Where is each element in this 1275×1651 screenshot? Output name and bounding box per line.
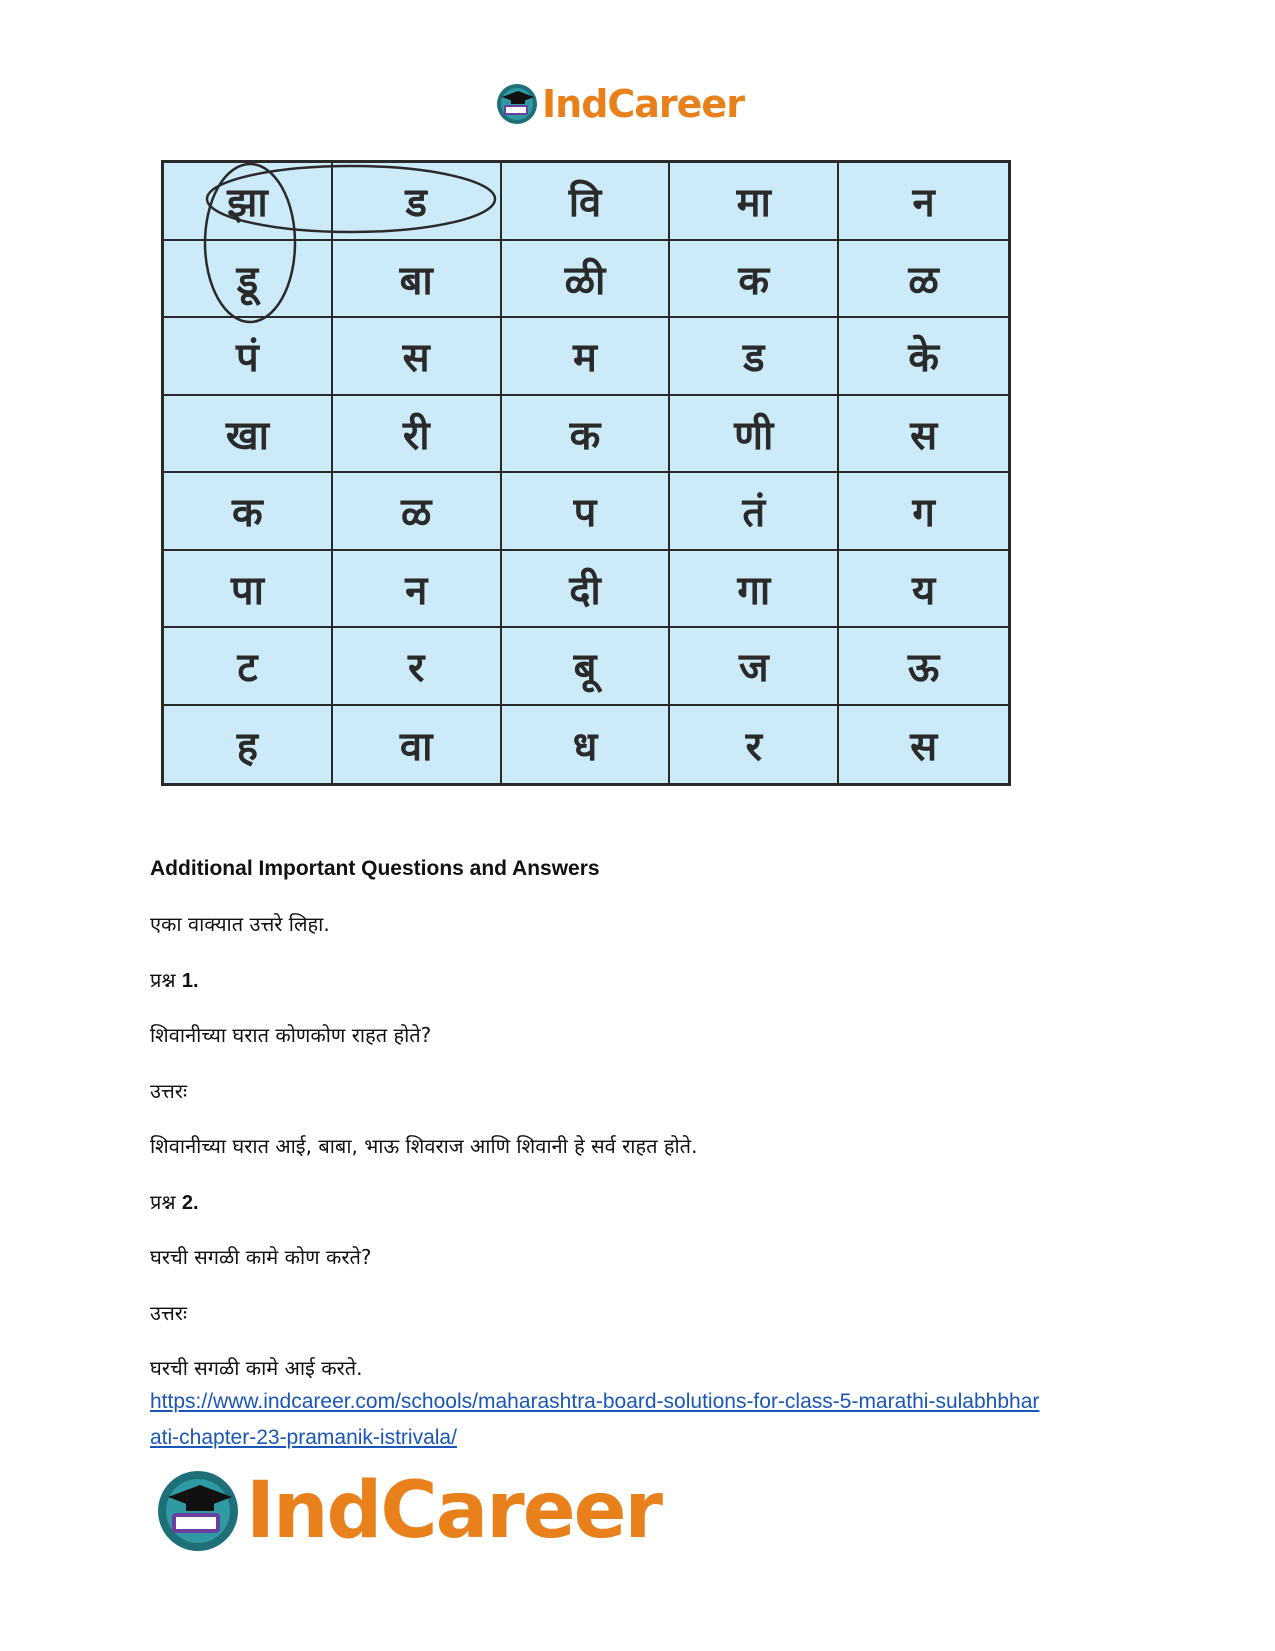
- grid-cell: दी: [502, 551, 671, 629]
- grid-cell: पं: [164, 318, 333, 396]
- grid-cell: प: [502, 473, 671, 551]
- grid-table: [161, 160, 1011, 786]
- question-2-text: घरची सगळी कामे कोण करते?: [150, 1245, 372, 1269]
- grid-cell: य: [839, 551, 1008, 629]
- grid-cell: ह: [164, 706, 333, 784]
- grid-cell: न: [333, 551, 502, 629]
- grid-cell: बू: [502, 628, 671, 706]
- section-heading: Additional Important Questions and Answers: [150, 857, 600, 880]
- grid-cell: तं: [670, 473, 839, 551]
- grid-cell: के: [839, 318, 1008, 396]
- indcareer-logo-top: [496, 78, 744, 130]
- answer-1-label: उत्तरः: [150, 1079, 187, 1103]
- grid-cell: बा: [333, 241, 502, 319]
- grid-cell: गा: [670, 551, 839, 629]
- grid-cell: वा: [333, 706, 502, 784]
- graduation-cap-book-icon: [156, 1469, 240, 1553]
- question-1-label: [150, 966, 1130, 993]
- source-link-line-1[interactable]: https://www.indcareer.com/schools/maharashtra-board-solutions-for-class-5-marathi-sulabhbhar: [150, 1390, 1040, 1413]
- grid-cell: पा: [164, 551, 333, 629]
- grid-cell: क: [164, 473, 333, 551]
- grid-cell: ऊ: [839, 628, 1008, 706]
- grid-cell: ळ: [333, 473, 502, 551]
- grid-cell: र: [333, 628, 502, 706]
- grid-cell: ग: [839, 473, 1008, 551]
- grid-cell: क: [670, 241, 839, 319]
- grid-cell: र: [670, 706, 839, 784]
- grid-cell: ड: [333, 163, 502, 241]
- question-1-text: शिवानीच्या घरात कोणकोण राहत होते?: [150, 1023, 432, 1047]
- grid-cell: ध: [502, 706, 671, 784]
- question-word: प्रश्न: [150, 1190, 176, 1214]
- grid-cell: ट: [164, 628, 333, 706]
- grid-cell: ज: [670, 628, 839, 706]
- grid-cell: स: [333, 318, 502, 396]
- question-number: 2.: [181, 1192, 199, 1214]
- word-search-grid: [161, 160, 1011, 786]
- answer-1-text: शिवानीच्या घरात आई, बाबा, भाऊ शिवराज आणि शिवानी हे सर्व राहत होते.: [150, 1134, 698, 1158]
- answer-2-label: उत्तरः: [150, 1301, 187, 1325]
- source-link-line-2[interactable]: ati-chapter-23-pramanik-istrivala/: [150, 1426, 457, 1449]
- source-link[interactable]: [150, 1384, 1130, 1456]
- grid-cell: ड: [670, 318, 839, 396]
- grid-cell: री: [333, 396, 502, 474]
- graduation-cap-book-icon: [496, 83, 538, 125]
- grid-cell: ळी: [502, 241, 671, 319]
- question-number: 1.: [181, 970, 199, 992]
- grid-cell: म: [502, 318, 671, 396]
- indcareer-logo-bottom: [156, 1466, 661, 1556]
- question-2-label: [150, 1188, 1130, 1215]
- grid-cell: वि: [502, 163, 671, 241]
- grid-cell: मा: [670, 163, 839, 241]
- grid-cell: झा: [164, 163, 333, 241]
- grid-cell: स: [839, 396, 1008, 474]
- grid-cell: ळ: [839, 241, 1008, 319]
- grid-cell: न: [839, 163, 1008, 241]
- grid-cell: णी: [670, 396, 839, 474]
- grid-cell: खा: [164, 396, 333, 474]
- logo-wordmark: IndCareer: [246, 1466, 661, 1556]
- grid-cell: क: [502, 396, 671, 474]
- grid-cell: स: [910, 723, 938, 770]
- logo-wordmark: IndCareer: [542, 82, 744, 126]
- answer-2-text: घरची सगळी कामे आई करते.: [150, 1356, 363, 1380]
- grid-cell: डू: [164, 241, 333, 319]
- instruction-text: एका वाक्यात उत्तरे लिहा.: [150, 912, 330, 936]
- question-word: प्रश्न: [150, 968, 176, 992]
